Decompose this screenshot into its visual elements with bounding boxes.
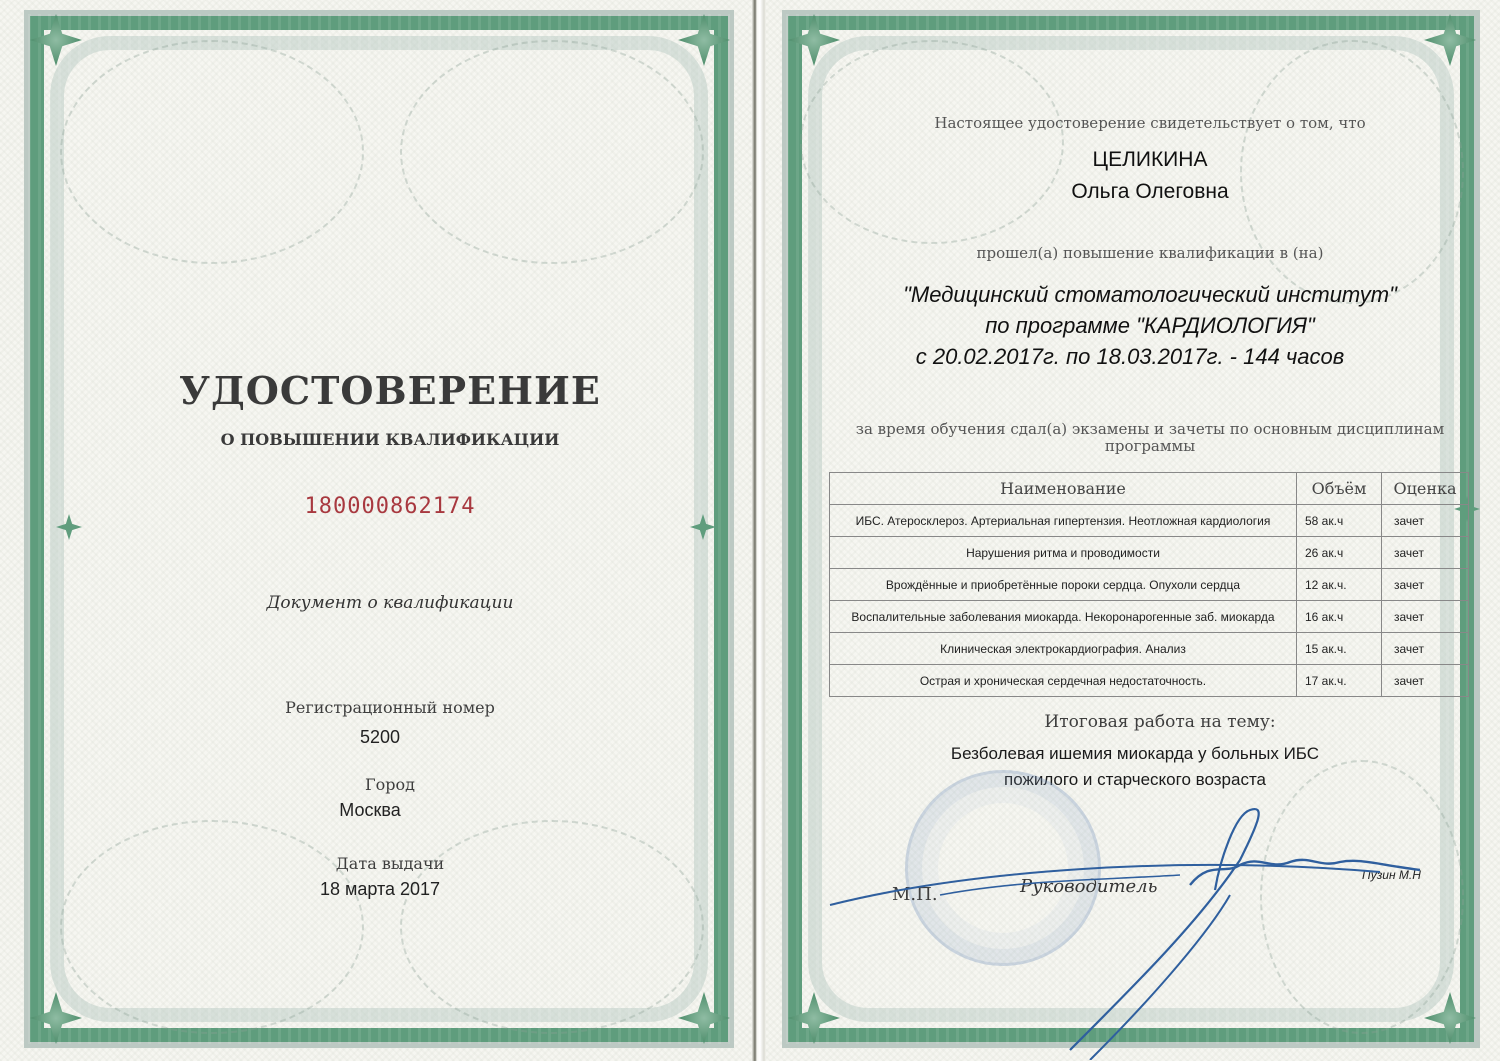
discipline-volume: 26 ак.ч [1297,537,1382,569]
discipline-name: Нарушения ритма и проводимости [830,537,1297,569]
column-header-grade: Оценка [1382,473,1469,505]
institution-name: "Медицинский стоматологический институт" [903,282,1397,307]
discipline-grade: зачет [1382,505,1469,537]
completed-training-text: прошел(а) повышение квалификации в (на) [976,244,1324,262]
guilloche-pattern [60,40,364,264]
director-name: Пузин М.Н [1362,868,1421,882]
certificate-subtitle: О ПОВЫШЕНИИ КВАЛИФИКАЦИИ [220,430,560,449]
discipline-name: ИБС. Атеросклероз. Артериальная гипертензия. Неотложная кардиология [830,505,1297,537]
issue-date-value: 18 марта 2017 [319,879,441,899]
discipline-name: Острая и хроническая сердечная недостаточность. [830,665,1297,697]
training-period: с 20.02.2017г. по 18.03.2017г. - 144 часов [915,344,1345,369]
registration-number-label: Регистрационный номер [285,698,495,717]
guilloche-pattern [800,40,1064,244]
discipline-grade: зачет [1382,601,1469,633]
document-spine [752,0,766,1061]
exams-text: за время обучения сдал(а) экзамены и зачеты по основным дисциплинам [855,420,1445,438]
holder-surname: ЦЕЛИКИНА [1092,148,1208,171]
thesis-title-line2: пожилого и старческого возраста [1003,770,1266,789]
discipline-volume: 12 ак.ч. [1297,569,1382,601]
discipline-name: Клиническая электрокардиография. Анализ [830,633,1297,665]
table-row [830,537,1469,569]
discipline-volume: 17 ак.ч. [1297,665,1382,697]
holder-given-names: Ольга Олеговна [1071,180,1229,203]
document-type-label: Документ о квалификации [266,593,514,613]
discipline-grade: зачет [1382,537,1469,569]
table-row [830,633,1469,665]
serial-number: 180000862174 [304,494,476,519]
director-label: Руководитель [1020,876,1158,897]
table-row [830,665,1469,697]
discipline-name: Воспалительные заболевания миокарда. Некоронарогенные заб. миокарда [830,601,1297,633]
program-name: по программе "КАРДИОЛОГИЯ" [985,313,1315,338]
guilloche-pattern [60,820,364,1034]
guilloche-pattern [400,820,704,1034]
intro-text: Настоящее удостоверение свидетельствует о том, что [934,114,1366,132]
registration-number-value: 5200 [359,727,401,747]
city-label: Город [365,775,415,794]
discipline-volume: 15 ак.ч. [1297,633,1382,665]
thesis-label: Итоговая работа на тему: [1044,712,1276,732]
guilloche-pattern [1240,40,1464,304]
city-value: Москва [339,800,401,820]
column-header-volume: Объём [1297,473,1382,505]
issue-date-label: Дата выдачи [335,854,445,873]
table-row [830,505,1469,537]
discipline-grade: зачет [1382,633,1469,665]
discipline-grade: зачет [1382,569,1469,601]
discipline-volume: 58 ак.ч [1297,505,1382,537]
table-row [830,569,1469,601]
certificate-title: УДОСТОВЕРЕНИЕ [179,368,601,413]
guilloche-pattern [400,40,704,264]
table-header-row [830,473,1469,505]
discipline-volume: 16 ак.ч [1297,601,1382,633]
stamp-place-label: М.П. [892,884,938,905]
disciplines-table [829,472,1469,697]
table-row [830,601,1469,633]
discipline-name: Врождённые и приобретённые пороки сердца. Опухоли сердца [830,569,1297,601]
discipline-grade: зачет [1382,665,1469,697]
column-header-name: Наименование [830,473,1297,505]
signature-icon [820,800,1420,1060]
thesis-title-line1: Безболевая ишемия миокарда у больных ИБС [950,744,1320,763]
exams-text-continued: программы [1104,437,1196,455]
